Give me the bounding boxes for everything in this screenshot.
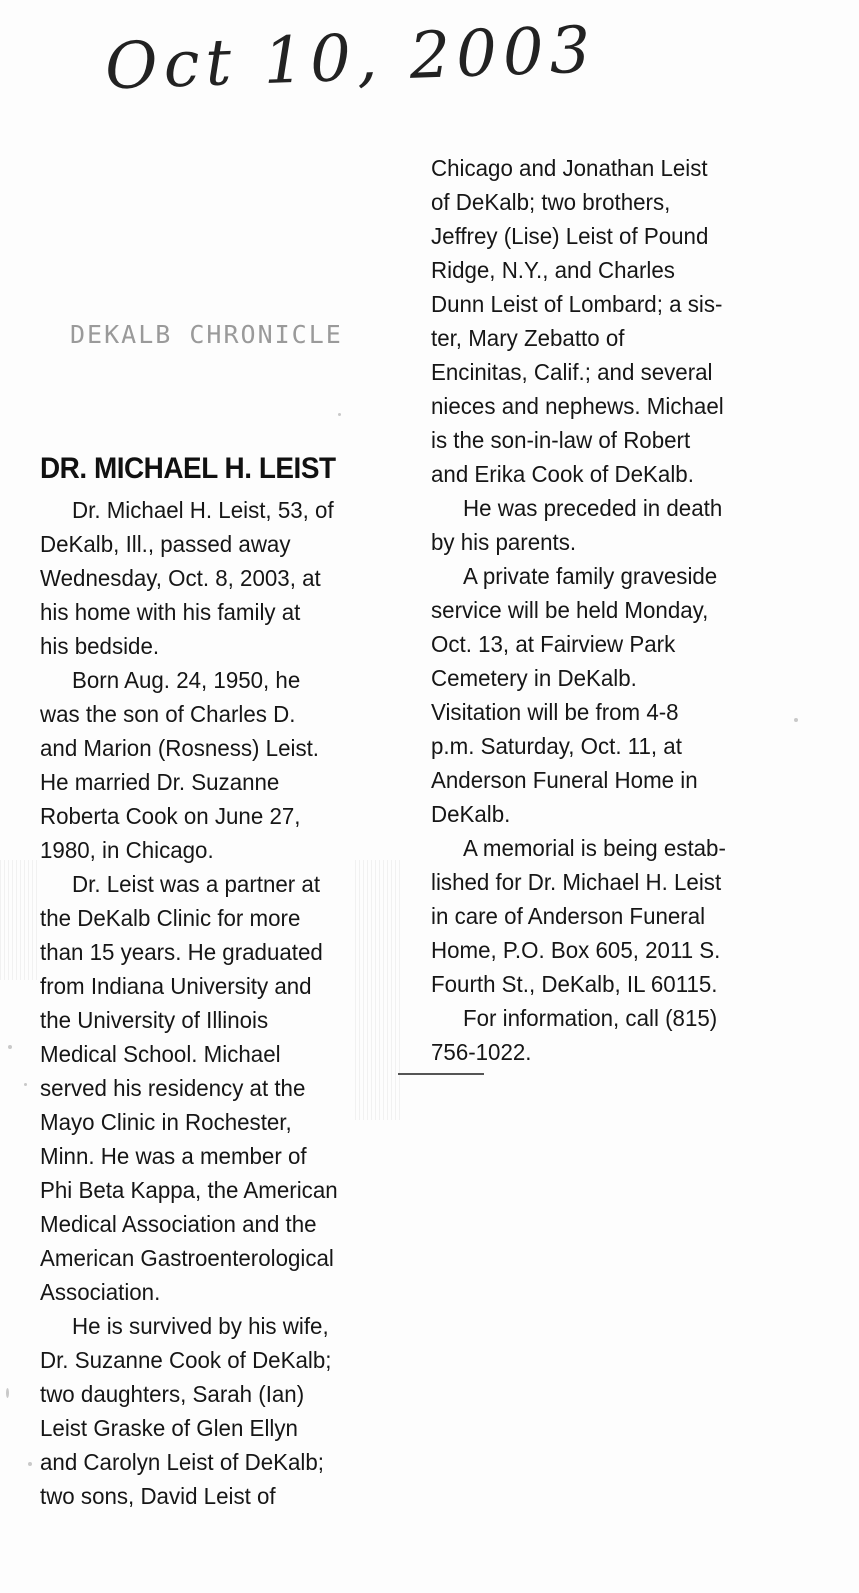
text-line: Anderson Funeral Home in bbox=[431, 767, 698, 793]
text-line: two sons, David Leist of bbox=[40, 1483, 276, 1509]
scan-noise bbox=[0, 860, 40, 980]
text-line: Chicago and Jonathan Leist bbox=[431, 155, 708, 181]
text-line: nieces and nephews. Michael bbox=[431, 393, 724, 419]
text-line: of DeKalb; two brothers, bbox=[431, 189, 671, 215]
text-line: Cemetery in DeKalb. bbox=[431, 665, 637, 691]
text-line: by his parents. bbox=[431, 529, 577, 555]
text-line: American Gastroenterological bbox=[40, 1245, 334, 1271]
text-line: He was preceded in death bbox=[463, 495, 723, 521]
text-line: Mayo Clinic in Rochester, bbox=[40, 1109, 292, 1135]
scan-speck bbox=[8, 1045, 12, 1049]
obituary-column-right bbox=[431, 151, 800, 1069]
text-line: than 15 years. He graduated bbox=[40, 939, 323, 965]
text-line: the University of Illinois bbox=[40, 1007, 269, 1033]
newspaper-masthead: DEKALB CHRONICLE bbox=[70, 320, 343, 349]
scan-speck bbox=[338, 413, 341, 416]
handwritten-date: Oct 10, 2003 bbox=[103, 13, 598, 105]
text-line: Encinitas, Calif.; and several bbox=[431, 359, 713, 385]
text-line: and Carolyn Leist of DeKalb; bbox=[40, 1449, 324, 1475]
text-line: and Erika Cook of DeKalb. bbox=[431, 461, 694, 487]
text-line: p.m. Saturday, Oct. 11, at bbox=[431, 733, 682, 759]
obituary-headline: DR. MICHAEL H. LEIST bbox=[40, 452, 336, 485]
text-line: service will be held Monday, bbox=[431, 597, 709, 623]
text-line: served his residency at the bbox=[40, 1075, 306, 1101]
obituary-column-left bbox=[40, 493, 399, 1513]
scan-noise bbox=[355, 860, 400, 1120]
text-line: his bedside. bbox=[40, 633, 160, 659]
text-line: Leist Graske of Glen Ellyn bbox=[40, 1415, 298, 1441]
text-line: He married Dr. Suzanne bbox=[40, 769, 280, 795]
text-line: A memorial is being estab- bbox=[463, 835, 726, 861]
scan-speck bbox=[24, 1083, 27, 1086]
text-line: DeKalb, Ill., passed away bbox=[40, 531, 291, 557]
column-end-rule bbox=[398, 1073, 484, 1075]
text-line: lished for Dr. Michael H. Leist bbox=[431, 869, 722, 895]
text-line: Association. bbox=[40, 1279, 161, 1305]
text-line: Dr. Suzanne Cook of DeKalb; bbox=[40, 1347, 332, 1373]
text-line: Dunn Leist of Lombard; a sis- bbox=[431, 291, 723, 317]
text-line: Visitation will be from 4-8 bbox=[431, 699, 679, 725]
text-line: Wednesday, Oct. 8, 2003, at bbox=[40, 565, 321, 591]
text-line: Roberta Cook on June 27, bbox=[40, 803, 301, 829]
text-line: Medical School. Michael bbox=[40, 1041, 281, 1067]
text-line: Home, P.O. Box 605, 2011 S. bbox=[431, 937, 721, 963]
text-line: Oct. 13, at Fairview Park bbox=[431, 631, 676, 657]
text-line: Ridge, N.Y., and Charles bbox=[431, 257, 675, 283]
scan-speck bbox=[794, 718, 798, 722]
text-line: Dr. Michael H. Leist, 53, of bbox=[72, 497, 334, 523]
text-line: two daughters, Sarah (Ian) bbox=[40, 1381, 305, 1407]
scan-speck bbox=[28, 1462, 32, 1466]
text-line: DeKalb. bbox=[431, 801, 511, 827]
text-line: Medical Association and the bbox=[40, 1211, 317, 1237]
text-line: was the son of Charles D. bbox=[40, 701, 296, 727]
text-line: Born Aug. 24, 1950, he bbox=[72, 667, 301, 693]
text-line: the DeKalb Clinic for more bbox=[40, 905, 301, 931]
text-line: For information, call (815) bbox=[463, 1005, 718, 1031]
text-line: Phi Beta Kappa, the American bbox=[40, 1177, 338, 1203]
text-line: and Marion (Rosness) Leist. bbox=[40, 735, 319, 761]
text-line: from Indiana University and bbox=[40, 973, 312, 999]
text-line: 1980, in Chicago. bbox=[40, 837, 214, 863]
text-line: He is survived by his wife, bbox=[72, 1313, 329, 1339]
text-line: Jeffrey (Lise) Leist of Pound bbox=[431, 223, 709, 249]
text-line: ter, Mary Zebatto of bbox=[431, 325, 625, 351]
text-line: Minn. He was a member of bbox=[40, 1143, 307, 1169]
text-line: Fourth St., DeKalb, IL 60115. bbox=[431, 971, 718, 997]
text-line: in care of Anderson Funeral bbox=[431, 903, 706, 929]
text-line: A private family graveside bbox=[463, 563, 718, 589]
text-line: Dr. Leist was a partner at bbox=[72, 871, 321, 897]
text-line: 756-1022. bbox=[431, 1039, 532, 1065]
text-line: is the son-in-law of Robert bbox=[431, 427, 691, 453]
text-line: his home with his family at bbox=[40, 599, 301, 625]
scan-speck bbox=[6, 1388, 9, 1398]
